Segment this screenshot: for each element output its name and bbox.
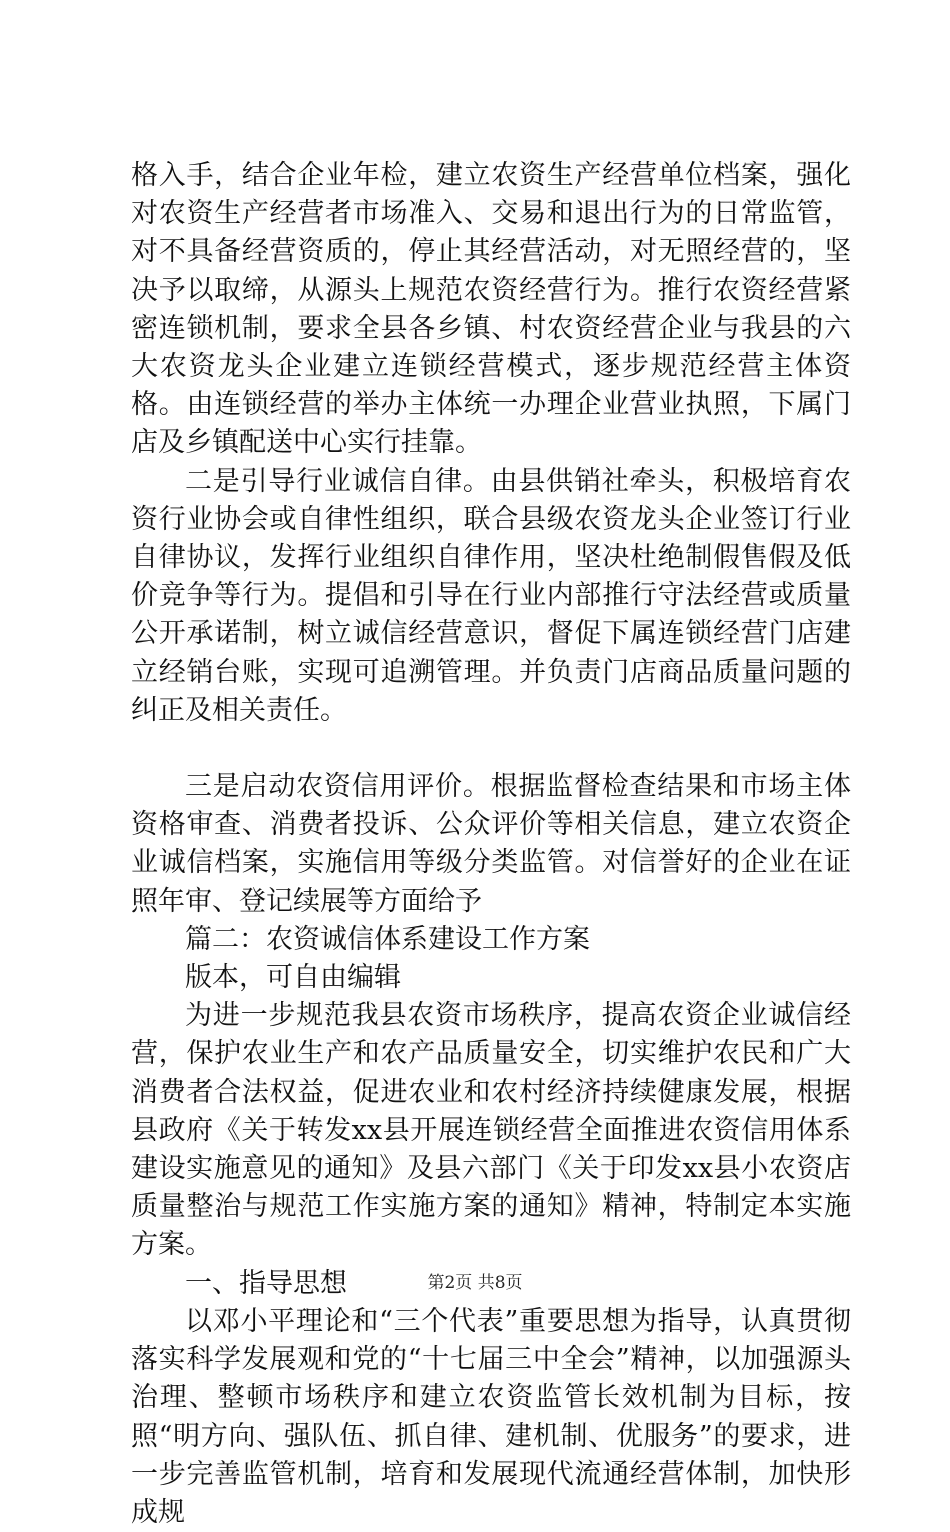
paragraph-industry-self-discipline: 二是引导行业诚信自律。由县供销社牵头，积极培育农资行业协会或自律性组织，联合县级农资龙头企业签订行业自律协议，发挥行业组织自律作用，坚决杜绝制假售假及低价竞争等行为。提倡和引导在行业内部推行守法经营或质量公开承诺制，树立诚信经营意识，督促下属连锁经营门店建立经销台账，实现可追溯管理。并负责门店商品质量问题的纠正及相关责任。 <box>131 465 851 726</box>
paragraph-edition-note: 版本，可自由编辑 <box>185 962 401 994</box>
paragraph-spacer <box>131 730 851 768</box>
paragraph-credit-evaluation: 三是启动农资信用评价。根据监督检查结果和市场主体资格审查、消费者投诉、公众评价等相关信息，建立农资企业诚信档案，实施信用等级分类监管。对信誉好的企业在证照年审、登记续展等方面给予 <box>131 771 851 917</box>
section-heading-guiding-ideology: 一、指导思想 <box>185 1267 347 1299</box>
paragraph-guiding-ideology: 以邓小平理论和“三个代表”重要思想为指导，认真贯彻落实科学发展观和党的“十七届三中全会”精神，以加强源头治理、整顿市场秩序和建立农资监管长效机制为目标，按照“明方向、强队伍、抓自律、建机制、优服务”的要求，进一步完善监管机制，培育和发展现代流通经营体制，加快形成规 <box>131 1305 851 1528</box>
paragraph-introduction: 为进一步规范我县农资市场秩序，提高农资企业诚信经营，保护农业生产和农产品质量安全，切实维护农民和广大消费者合法权益，促进农业和农村经济持续健康发展，根据县政府《关于转发xx县开展连锁经营全面推进农资信用体系建设实施意见的通知》及县六部门《关于印发xx县小农资店质量整治与规范工作实施方案的通知》精神，特制定本实施方案。 <box>131 1000 851 1261</box>
page-number-footer: 第2页 共8页 <box>427 1273 523 1293</box>
document-body <box>131 157 851 1532</box>
section-heading-part-two: 篇二：农资诚信体系建设工作方案 <box>185 923 590 955</box>
paragraph-continuation: 格入手，结合企业年检，建立农资生产经营单位档案，强化对农资生产经营者市场准入、交易和退出行为的日常监管，对不具备经营资质的，停止其经营活动，对无照经营的，坚决予以取缔，从源头上规范农资经营行为。推行农资经营紧密连锁机制，要求全县各乡镇、村农资经营企业与我县的六大农资龙头企业建立连锁经营模式，逐步规范经营主体资格。由连锁经营的举办主体统一办理企业营业执照，下属门店及乡镇配送中心实行挂靠。 <box>131 160 851 459</box>
